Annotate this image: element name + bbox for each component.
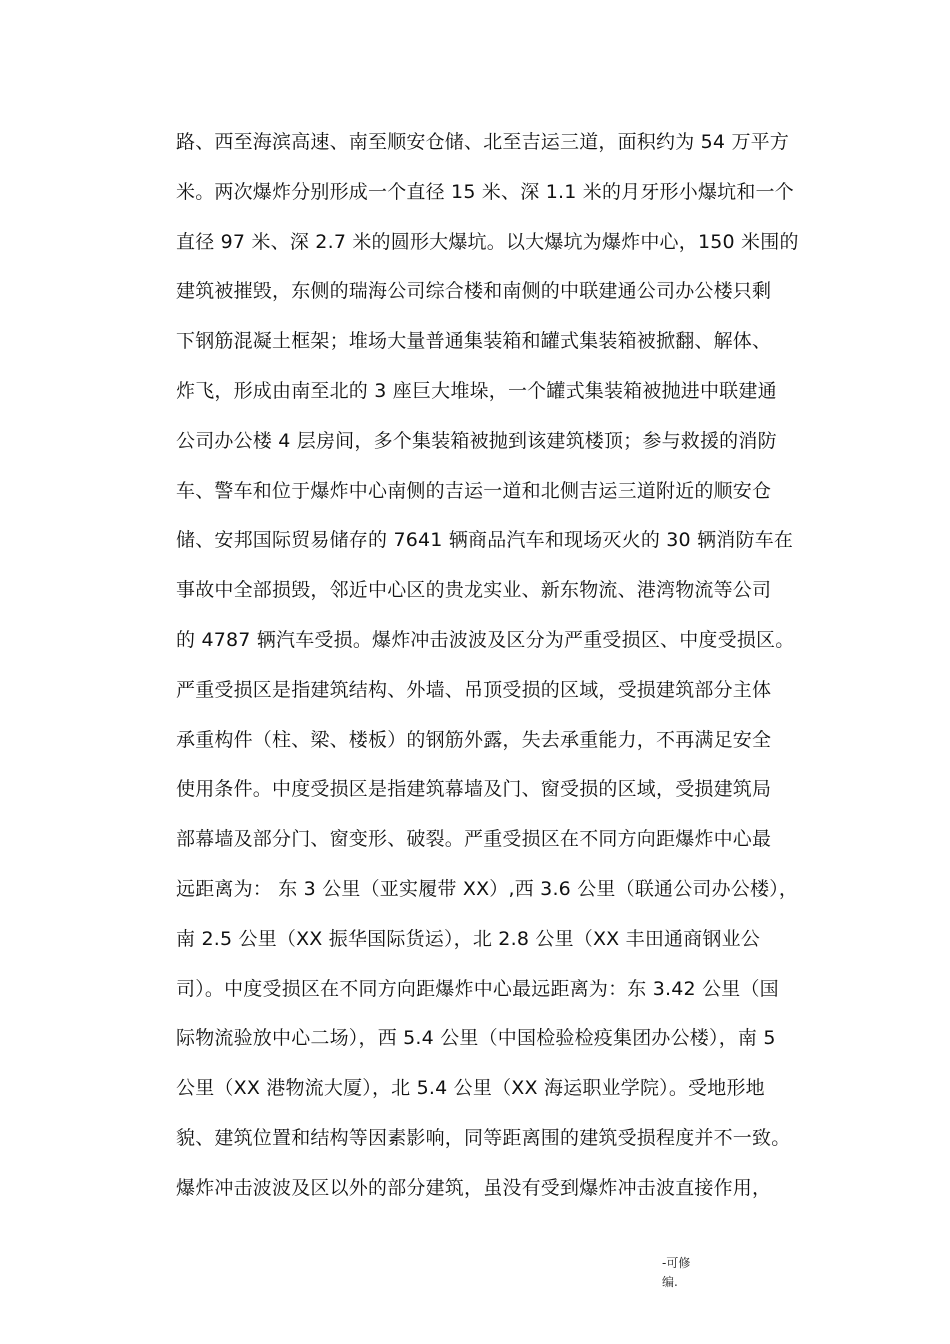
text-line: 路、西至海滨高速、南至顺安仓储、北至吉运三道，面积约为 54 万平方	[176, 131, 790, 153]
text-line: 直径 97 米、深 2.7 米的圆形大爆坑。以大爆坑为爆炸中心，150 米围的	[176, 230, 799, 253]
text-line: 司）。中度受损区在不同方向距爆炸中心最远距离为：东 3.42 公里（国	[176, 977, 779, 1000]
text-line: 储、安邦国际贸易储存的 7641 辆商品汽车和现场灭火的 30 辆消防车在	[176, 529, 794, 552]
footer-line: -可修	[662, 1256, 691, 1270]
text-line: 远距离为： 东 3 公里（亚实履带 XX）,西 3.6 公里（联通公司办公楼），	[176, 877, 799, 900]
text-line: 建筑被摧毁，东侧的瑞海公司综合楼和南侧的中联建通公司办公楼只剩	[176, 280, 772, 303]
footer-line: 编.	[662, 1275, 678, 1289]
page-footer	[662, 1254, 690, 1292]
text-line: 使用条件。中度受损区是指建筑幕墙及门、窗受损的区域，受损建筑局	[176, 778, 772, 801]
text-line: 南 2.5 公里（XX 振华国际货运），北 2.8 公里（XX 丰田通商钢业公	[176, 927, 761, 950]
text-line: 米。两次爆炸分别形成一个直径 15 米、深 1.1 米的月牙形小爆坑和一个	[176, 180, 794, 203]
text-line: 炸飞，形成由南至北的 3 座巨大堆垛，一个罐式集装箱被抛进中联建通	[176, 379, 777, 402]
text-line: 部幕墙及部分门、窗变形、破裂。严重受损区在不同方向距爆炸中心最	[176, 828, 772, 851]
text-line: 貌、建筑位置和结构等因素影响，同等距离围的建筑受损程度并不一致。	[176, 1126, 791, 1149]
text-line: 公司办公楼 4 层房间，多个集装箱被抛到该建筑楼顶；参与救援的消防	[176, 429, 777, 452]
text-line: 事故中全部损毁，邻近中心区的贵龙实业、新东物流、港湾物流等公司	[176, 579, 772, 602]
body-text	[176, 118, 826, 1214]
text-line: 下钢筋混凝土框架；堆场大量普通集装箱和罐式集装箱被掀翻、解体、	[176, 330, 772, 353]
text-line: 爆炸冲击波波及区以外的部分建筑，虽没有受到爆炸冲击波直接作用，	[176, 1176, 772, 1199]
text-line: 的 4787 辆汽车受损。爆炸冲击波波及区分为严重受损区、中度受损区。	[176, 628, 795, 651]
text-line: 际物流验放中心二场），西 5.4 公里（中国检验检疫集团办公楼），南 5	[176, 1027, 776, 1050]
text-line: 严重受损区是指建筑结构、外墙、吊顶受损的区域，受损建筑部分主体	[176, 678, 772, 701]
text-line: 车、警车和位于爆炸中心南侧的吉运一道和北侧吉运三道附近的顺安仓	[176, 479, 772, 502]
text-line: 承重构件（柱、梁、楼板）的钢筋外露，失去承重能力，不再满足安全	[176, 728, 772, 751]
text-line: 公里（XX 港物流大厦），北 5.4 公里（XX 海运职业学院）。受地形地	[176, 1077, 765, 1100]
